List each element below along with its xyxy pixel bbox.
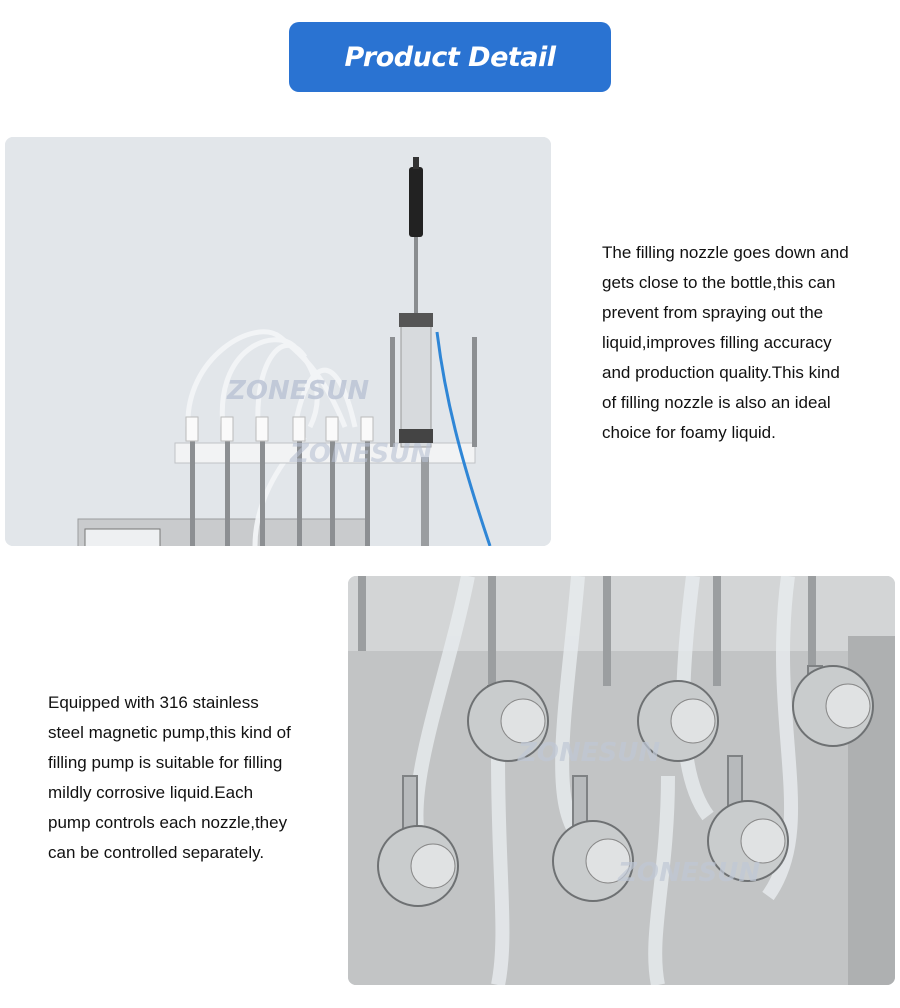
- desc-line: mildly corrosive liquid.Each: [48, 783, 254, 802]
- desc-line: pump controls each nozzle,they: [48, 813, 288, 832]
- desc-line: The filling nozzle goes down and: [602, 243, 849, 262]
- watermark-text: ZONESUN: [227, 376, 370, 406]
- desc-line: liquid,improves filling accuracy: [602, 333, 832, 352]
- desc-line: can be controlled separately.: [48, 843, 265, 862]
- desc-line: choice for foamy liquid.: [602, 423, 776, 442]
- desc-line: filling pump is suitable for filling: [48, 753, 283, 772]
- nozzle-description: [602, 238, 892, 448]
- desc-line: of filling nozzle is also an ideal: [602, 393, 831, 412]
- magnetic-pump-photo: [348, 576, 895, 985]
- desc-line: Equipped with 316 stainless: [48, 693, 259, 712]
- svg-text:ZONESUN: ZONESUN: [618, 858, 761, 888]
- filling-nozzle-photo: [5, 137, 551, 546]
- desc-line: steel magnetic pump,this kind of: [48, 723, 291, 742]
- desc-line: gets close to the bottle,this can: [602, 273, 836, 292]
- pump-description: [48, 688, 338, 868]
- product-detail-banner: [289, 22, 611, 92]
- banner-title: Product Detail: [344, 41, 556, 73]
- desc-line: prevent from spraying out the: [602, 303, 824, 322]
- svg-text:ZONESUN: ZONESUN: [290, 439, 433, 469]
- svg-text:ZONESUN: ZONESUN: [518, 738, 661, 768]
- desc-line: and production quality.This kind: [602, 363, 840, 382]
